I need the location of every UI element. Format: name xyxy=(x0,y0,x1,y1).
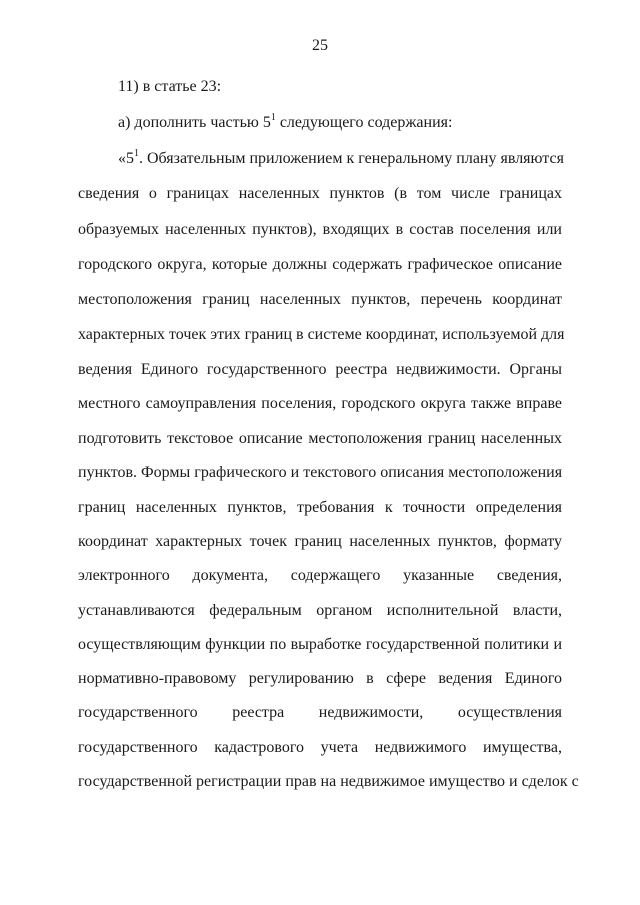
body-line: городского округа, которые должны содержать графическое описание xyxy=(78,256,562,273)
body-line: электронного документа, содержащего указанные сведения, xyxy=(78,567,562,584)
body-line: осуществляющим функции по выработке государственной политики и xyxy=(78,636,562,653)
quote-superscript: 1 xyxy=(134,147,139,159)
body-line: местоположения границ населенных пунктов, перечень координат xyxy=(78,291,562,308)
subitem-prefix: а) дополнить частью 5 xyxy=(118,114,271,131)
subitem-suffix: следующего содержания: xyxy=(275,114,453,131)
body-line: характерных точек этих границ в системе координат, используемой для xyxy=(78,326,565,343)
body-line: образуемых населенных пунктов), входящих в состав поселения или xyxy=(78,221,562,238)
page-number: 25 xyxy=(312,37,328,54)
body-line: государственной регистрации прав на недвижимое имущество и сделок с xyxy=(78,773,579,790)
body-line: координат характерных точек границ населенных пунктов, формату xyxy=(78,533,562,550)
body-line: ведения Единого государственного реестра недвижимости. Органы xyxy=(78,361,562,378)
body-line: местного самоуправления поселения, городского округа также вправе xyxy=(78,395,562,412)
body-line: подготовить текстовое описание местоположения границ населенных xyxy=(78,430,562,447)
body-line: устанавливаются федеральным органом исполнительной власти, xyxy=(78,602,562,619)
body-line: сведения о границах населенных пунктов (в том числе границах xyxy=(78,185,562,202)
quote-suffix: . Обязательным приложением к генеральному плану являются xyxy=(139,150,564,167)
body-line: государственного кадастрового учета недвижимого имущества, xyxy=(78,739,562,756)
body-line: государственного реестра недвижимости, осуществления xyxy=(78,704,562,721)
body-line: нормативно-правовому регулированию в сфере ведения Единого xyxy=(78,670,562,687)
body-line: пунктов. Формы графического и текстового описания местоположения xyxy=(78,464,563,481)
subitem-superscript: 1 xyxy=(270,111,276,123)
item-heading: 11) в статье 23: xyxy=(118,78,222,95)
subitem-line xyxy=(118,113,452,133)
body-line: границ населенных пунктов, требования к точности определения xyxy=(78,499,562,516)
quote-first-line xyxy=(118,149,562,169)
quote-prefix: «5 xyxy=(118,150,134,167)
